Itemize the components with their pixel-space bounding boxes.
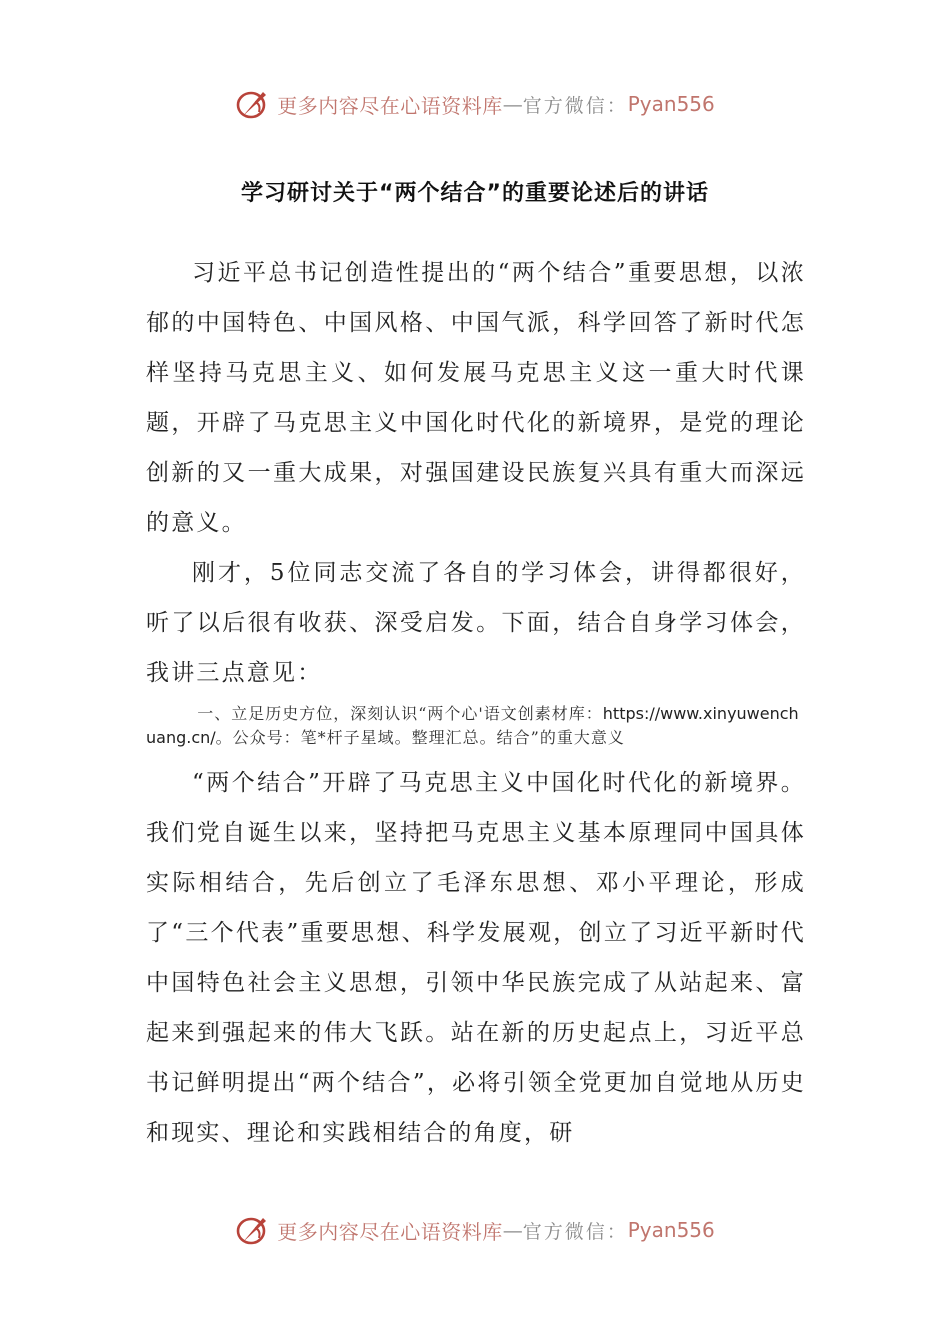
banner-separator: — (502, 1218, 523, 1242)
heading-link[interactable]: https://www.xinyuwenchuang.cn/ (146, 704, 799, 747)
banner-main-text: 更多内容尽在心语资料库 (277, 93, 503, 118)
heading-text-b: 。公众号：笔*杆子星域。整理汇总。结合”的重大意义 (215, 728, 625, 747)
heading-text-a: 一、立足历史方位，深刻认识“两个心'语文创素材库： (197, 704, 603, 723)
banner-wechat-id: Pyan556 (627, 92, 715, 116)
banner-wechat-id: Pyan556 (627, 1218, 715, 1242)
paragraph-opening: 刚才，5位同志交流了各自的学习体会，讲得都很好，听了以后很有收获、深受启发。下面，结合自身学习体会，我讲三点意见： (146, 560, 806, 686)
banner-wechat-label: 官方微信： (522, 94, 628, 117)
document-title: 学习研讨关于“两个结合”的重要论述后的讲话 (241, 181, 709, 206)
banner-main-text: 更多内容尽在心语资料库 (277, 1219, 503, 1244)
document-body (146, 248, 806, 1158)
quill-pen-logo-icon (235, 86, 271, 122)
paragraph-section-1: “两个结合”开辟了马克思主义中国化时代化的新境界。我们党自诞生以来，坚持把马克思主义基本原理同中国具体实际相结合，先后创立了毛泽东思想、邓小平理论，形成了“三个代表”重要思想、科学发展观，创立了习近平新时代中国特色社会主义思想，引领中华民族完成了从站起来、富起来到强起来的伟大飞跃。站在新的历史起点上，习近平总书记鲜明提出“两个结合”，必将引领全党更加自觉地从历史和现实、理论和实践相结合的角度，研 (146, 770, 806, 1146)
banner-wechat-label: 官方微信： (522, 1220, 628, 1243)
header-banner (0, 84, 950, 124)
footer-banner (0, 1210, 950, 1250)
banner-separator: — (502, 92, 523, 116)
quill-pen-logo-icon (235, 1212, 271, 1248)
section-heading-1 (146, 702, 806, 750)
paragraph-intro: 习近平总书记创造性提出的“两个结合”重要思想，以浓郁的中国特色、中国风格、中国气派，科学回答了新时代怎样坚持马克思主义、如何发展马克思主义这一重大时代课题，开辟了马克思主义中国化时代化的新境界，是党的理论创新的又一重大成果，对强国建设民族复兴具有重大而深远的意义。 (146, 260, 806, 536)
